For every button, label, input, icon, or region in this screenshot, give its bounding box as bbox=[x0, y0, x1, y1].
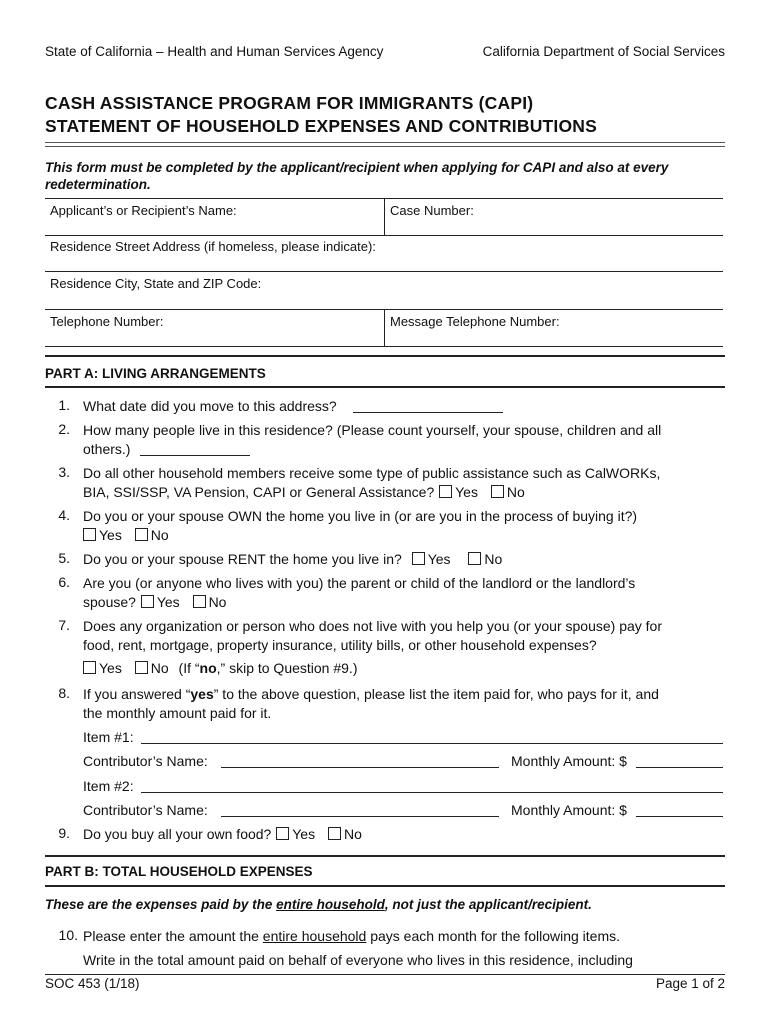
q7-skip-bold: no bbox=[199, 660, 217, 676]
telephone-field[interactable]: Telephone Number: bbox=[50, 314, 164, 329]
title-line-1: CASH ASSISTANCE PROGRAM FOR IMMIGRANTS (CAPI) bbox=[45, 93, 534, 113]
q7-skip-note bbox=[179, 660, 358, 676]
q8-pre: If you answered “ bbox=[83, 686, 191, 702]
q10-text bbox=[83, 927, 728, 969]
q2-line-2-wrap bbox=[83, 440, 728, 459]
q3-number: 3. bbox=[58, 464, 70, 480]
street-address-field[interactable]: Residence Street Address (if homeless, please indicate): bbox=[50, 239, 376, 254]
title-divider bbox=[45, 142, 725, 147]
q9-label: Do you buy all your own food? bbox=[83, 826, 272, 842]
q8-line-1 bbox=[83, 685, 728, 704]
monthly2-label: Monthly Amount: $ bbox=[511, 802, 627, 818]
form-title bbox=[45, 92, 725, 138]
monthly1-label: Monthly Amount: $ bbox=[511, 753, 627, 769]
q9-no-checkbox[interactable] bbox=[328, 827, 341, 840]
q7-yes-checkbox[interactable] bbox=[83, 661, 96, 674]
q5-no-label: No bbox=[484, 551, 503, 567]
q4-yes-checkbox[interactable] bbox=[83, 528, 96, 541]
item1-input[interactable] bbox=[141, 743, 723, 744]
q7-options bbox=[83, 659, 728, 678]
q4-text bbox=[83, 507, 728, 544]
city-field-row bbox=[45, 272, 723, 310]
q4-number: 4. bbox=[58, 507, 70, 523]
part-a-bottom-rule bbox=[45, 386, 725, 388]
q1-text bbox=[83, 397, 503, 416]
q4-line-1: Do you or your spouse OWN the home you live in (or are you in the process of buying it?) bbox=[83, 508, 638, 524]
phone-field-row bbox=[45, 310, 723, 347]
q8-bold: yes bbox=[190, 686, 214, 702]
q2-text bbox=[83, 421, 728, 458]
contributor1-label: Contributor’s Name: bbox=[83, 753, 208, 769]
q6-line-1: Are you (or anyone who lives with you) the parent or child of the landlord or the landlord’s bbox=[83, 575, 636, 591]
q3-yes-label: Yes bbox=[455, 483, 478, 500]
q5-text bbox=[83, 550, 502, 569]
q7-no-label: No bbox=[150, 660, 169, 676]
q7-text bbox=[83, 617, 728, 678]
q9-text bbox=[83, 825, 362, 844]
q3-no-label: No bbox=[506, 483, 525, 500]
field-divider bbox=[384, 310, 385, 346]
q7-line-1: Does any organization or person who does not live with you help you (or your spouse) pay for bbox=[83, 618, 662, 634]
contributor2-input[interactable] bbox=[221, 816, 499, 817]
q6-line-2: spouse? bbox=[83, 593, 136, 610]
applicant-name-field[interactable]: Applicant’s or Recipient’s Name: bbox=[50, 203, 237, 218]
page-number: Page 1 of 2 bbox=[655, 976, 725, 991]
agency-header: State of California – Health and Human Services Agency bbox=[45, 44, 384, 59]
name-field-row bbox=[45, 198, 723, 236]
q1-date-input[interactable] bbox=[353, 399, 503, 413]
monthly2-input[interactable] bbox=[636, 816, 723, 817]
item1-label: Item #1: bbox=[83, 729, 134, 745]
q10-number: 10. bbox=[58, 927, 78, 943]
q3-line-2: BIA, SSI/SSP, VA Pension, CAPI or General Assistance? bbox=[83, 483, 435, 500]
part-a-heading: PART A: LIVING ARRANGEMENTS bbox=[45, 366, 266, 381]
q8-text bbox=[83, 685, 728, 722]
q5-label: Do you or your spouse RENT the home you live in? bbox=[83, 551, 402, 567]
item2-input[interactable] bbox=[141, 792, 723, 793]
part-b-intro-under: entire household bbox=[276, 897, 385, 912]
part-a-top-rule bbox=[45, 355, 725, 357]
part-b-intro-post: , not just the applicant/recipient. bbox=[384, 897, 592, 912]
q6-no-checkbox[interactable] bbox=[193, 595, 206, 608]
department-header: California Department of Social Services bbox=[482, 44, 725, 59]
q6-number: 6. bbox=[58, 574, 70, 590]
q5-yes-checkbox[interactable] bbox=[412, 552, 425, 565]
q4-no-label: No bbox=[150, 526, 169, 543]
form-id: SOC 453 (1/18) bbox=[45, 976, 140, 991]
q9-number: 9. bbox=[58, 825, 70, 841]
case-number-field[interactable]: Case Number: bbox=[390, 203, 474, 218]
q3-yes-checkbox[interactable] bbox=[439, 485, 452, 498]
item2-label: Item #2: bbox=[83, 778, 134, 794]
q5-no-checkbox[interactable] bbox=[468, 552, 481, 565]
q4-options bbox=[83, 526, 728, 545]
q3-line-2-wrap bbox=[83, 483, 728, 502]
q10-under: entire household bbox=[262, 928, 367, 944]
footer-rule bbox=[45, 974, 725, 975]
q8-number: 8. bbox=[58, 685, 70, 701]
contributor1-input[interactable] bbox=[221, 767, 499, 768]
q10-line-1 bbox=[83, 927, 728, 946]
q9-no-label: No bbox=[343, 826, 362, 842]
q2-count-input[interactable] bbox=[140, 442, 250, 456]
form-instructions: This form must be completed by the applicant/recipient when applying for CAPI and also at every redetermination. bbox=[45, 160, 669, 192]
field-divider bbox=[384, 199, 385, 235]
q5-yes-label: Yes bbox=[427, 551, 451, 567]
q7-number: 7. bbox=[58, 617, 70, 633]
q7-line-2: food, rent, mortgage, property insurance, utility bills, or other household expenses? bbox=[83, 636, 597, 653]
q6-text bbox=[83, 574, 728, 611]
monthly1-input[interactable] bbox=[636, 767, 723, 768]
q10-post: pays each month for the following items. bbox=[366, 928, 621, 944]
title-line-2: STATEMENT OF HOUSEHOLD EXPENSES AND CONTRIBUTIONS bbox=[45, 116, 598, 136]
q7-skip-pre: (If “ bbox=[178, 660, 200, 676]
part-b-intro-pre: These are the expenses paid by the bbox=[45, 897, 277, 912]
q8-line-2: the monthly amount paid for it. bbox=[83, 704, 272, 721]
part-b-intro bbox=[45, 897, 725, 912]
city-state-zip-field[interactable]: Residence City, State and ZIP Code: bbox=[50, 276, 262, 291]
q1-number: 1. bbox=[58, 397, 70, 413]
q9-yes-checkbox[interactable] bbox=[276, 827, 289, 840]
q8-post: ” to the above question, please list the item paid for, who pays for it, and bbox=[213, 686, 659, 702]
q4-no-checkbox[interactable] bbox=[135, 528, 148, 541]
q7-yes-label: Yes bbox=[99, 660, 122, 676]
q6-no-label: No bbox=[208, 593, 227, 610]
street-field-row bbox=[45, 235, 723, 272]
part-b-bottom-rule bbox=[45, 885, 725, 887]
q3-line-1: Do all other household members receive some type of public assistance such as CalWORKs, bbox=[83, 465, 661, 481]
q3-text bbox=[83, 464, 728, 501]
q6-line-2-wrap bbox=[83, 593, 728, 612]
q7-skip-post: ,” skip to Question #9.) bbox=[216, 660, 358, 676]
q7-no-checkbox[interactable] bbox=[135, 661, 148, 674]
q2-line-1: How many people live in this residence? (Please count yourself, your spouse, children and all bbox=[83, 422, 662, 438]
q2-number: 2. bbox=[58, 421, 70, 437]
q10-pre: Please enter the amount the bbox=[83, 928, 263, 944]
contributor2-label: Contributor’s Name: bbox=[83, 802, 208, 818]
q1-label: What date did you move to this address? bbox=[83, 398, 337, 414]
q3-no-checkbox[interactable] bbox=[491, 485, 504, 498]
q10-line-2: Write in the total amount paid on behalf of everyone who lives in this residence, including bbox=[83, 951, 633, 968]
q6-yes-checkbox[interactable] bbox=[141, 595, 154, 608]
q2-line-2: others.) bbox=[83, 440, 131, 457]
q6-yes-label: Yes bbox=[156, 593, 180, 610]
part-b-top-rule bbox=[45, 855, 725, 857]
q4-yes-label: Yes bbox=[99, 526, 122, 543]
part-b-heading: PART B: TOTAL HOUSEHOLD EXPENSES bbox=[45, 864, 313, 879]
q5-number: 5. bbox=[58, 550, 70, 566]
message-telephone-field[interactable]: Message Telephone Number: bbox=[390, 314, 560, 329]
q9-yes-label: Yes bbox=[292, 826, 316, 842]
